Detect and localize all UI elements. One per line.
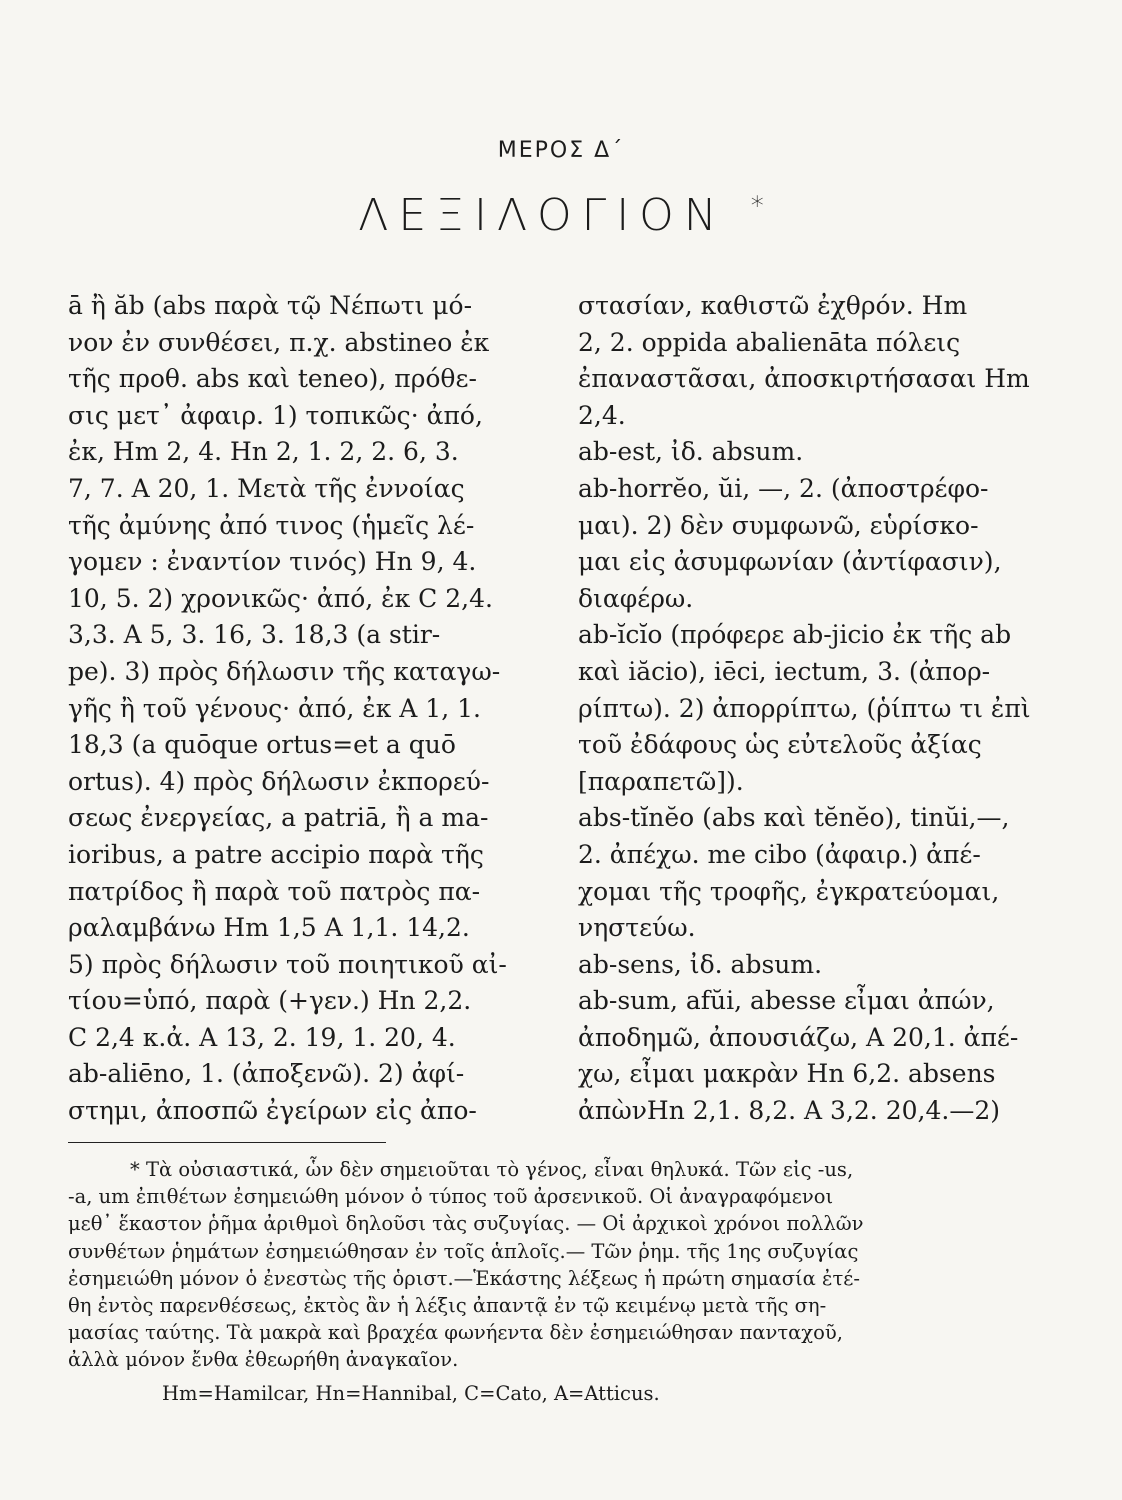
text-line: ρίπτω). 2) ἀπορρίπτω, (ῥίπτω τι ἐπὶ <box>578 693 1031 723</box>
text-line: 2,4. <box>578 400 626 430</box>
text-line: 10, 5. 2) χρονικῶς· ἀπό, ἐκ C 2,4. <box>68 583 493 613</box>
text-line: χομαι τῆς τροφῆς, ἐγκρατεύομαι, <box>578 876 1000 906</box>
footnote <box>68 1156 1058 1407</box>
footnote-line: μασίας ταύτης. Τὰ μακρὰ καὶ βραχέα φωνήεντα δὲν ἐσημειώθησαν πανταχοῦ, <box>68 1321 843 1345</box>
text-line: ab-sens, ἰδ. absum. <box>578 949 823 979</box>
abbreviations-legend: Hm=Hamilcar, Hn=Hannibal, C=Cato, A=Atticus. <box>162 1381 660 1405</box>
footnote-line: μεθ᾽ ἕκαστον ῥῆμα ἀριθμοὶ δηλοῦσι τὰς συζυγίας. — Οἱ ἀρχικοὶ χρόνοι πολλῶν <box>68 1212 864 1236</box>
text-line: ab-aliēno, 1. (ἀποξενῶ). 2) ἀφί- <box>68 1059 465 1089</box>
text-line: 7, 7. A 20, 1. Μετὰ τῆς ἐννοίας <box>68 473 465 503</box>
text-line: γῆς ἢ τοῦ γένους· ἀπό, ἐκ A 1, 1. <box>68 693 481 723</box>
text-line: σεως ἐνεργείας, a patriā, ἢ a ma- <box>68 803 489 833</box>
text-line: γομεν : ἐναντίον τινός) Hn 9, 4. <box>68 547 477 577</box>
text-line: 2. ἀπέχω. me cibo (ἀφαιρ.) ἀπέ- <box>578 839 981 869</box>
text-line: χω, εἶμαι μακρὰν Hn 6,2. absens <box>578 1059 996 1089</box>
footnote-line: ἐσημειώθη μόνον ὁ ἐνεστὼς τῆς ὁριστ.—Ἑκάστης λέξεως ἡ πρώτη σημασία ἐτέ- <box>68 1266 860 1290</box>
text-line: μαι). 2) δὲν συμφωνῶ, εὑρίσκο- <box>578 510 979 540</box>
footnote-line: θη ἐντὸς παρενθέσεως, ἐκτὸς ἂν ἡ λέξις ἀπαντᾷ ἐν τῷ κειμένῳ μετὰ τῆς ση- <box>68 1293 827 1317</box>
text-line: σις μετ᾽ ἀφαιρ. 1) τοπικῶς· ἀπό, <box>68 400 483 430</box>
text-line: ab-est, ἰδ. absum. <box>578 437 804 467</box>
text-line: νηστεύω. <box>578 913 696 943</box>
text-line: ραλαμβάνω Hm 1,5 A 1,1. 14,2. <box>68 913 470 943</box>
text-line: ἀπὼνHn 2,1. 8,2. A 3,2. 20,4.—2) <box>578 1096 1000 1126</box>
text-line: pe). 3) πρὸς δήλωσιν τῆς καταγω- <box>68 656 501 686</box>
text-line: ab-ĭcĭo (πρόφερε ab-jicio ἐκ τῆς ab <box>578 620 1012 650</box>
text-line: 2, 2. oppida abalienāta πόλεις <box>578 327 961 357</box>
text-line: 18,3 (a quōque ortus=et a quō <box>68 730 456 760</box>
text-line: διαφέρω. <box>578 583 694 613</box>
footnote-mark: * <box>750 191 764 222</box>
part-label: ΜΕΡΟΣ Δ΄ <box>497 138 625 163</box>
text-line: abs-tĭnĕo (abs καὶ tĕnĕo), tinŭi,—, <box>578 803 1010 833</box>
text-line: ioribus, a patre accipio παρὰ τῆς <box>68 839 484 869</box>
text-line: πατρίδος ἢ παρὰ τοῦ πατρὸς πα- <box>68 876 481 906</box>
text-line: ab-horrĕo, ŭi, —, 2. (ἀποστρέφο- <box>578 473 989 503</box>
footnote-line: * Τὰ οὐσιαστικά, ὧν δὲν σημειοῦται τὸ γένος, εἶναι θηλυκά. Τῶν εἰς -us, <box>130 1158 854 1181</box>
page-title <box>0 190 1122 241</box>
text-line: ἐκ, Hm 2, 4. Hn 2, 1. 2, 2. 6, 3. <box>68 437 459 467</box>
text-line: ortus). 4) πρὸς δήλωσιν ἐκπορεύ- <box>68 766 490 796</box>
text-line: μαι εἰς ἀσυμφωνίαν (ἀντίφασιν), <box>578 547 1002 577</box>
footnote-line: συνθέτων ῥημάτων ἐσημειώθησαν ἐν τοῖς ἁπλοῖς.— Τῶν ῥημ. τῆς 1ης συζυγίας <box>68 1239 859 1263</box>
title-text: ΛΕΞΙΛΟΓΙΟΝ <box>358 190 727 241</box>
right-column <box>578 288 1078 1130</box>
footnote-line: ἀλλὰ μόνον ἔνθα ἐθεωρήθη ἀναγκαῖον. <box>68 1348 459 1372</box>
text-line: τοῦ ἐδάφους ὡς εὐτελοῦς ἀξίας <box>578 730 982 760</box>
footnote-rule <box>68 1142 386 1143</box>
text-line: [παραπετῶ]). <box>578 766 744 796</box>
left-column <box>68 288 558 1130</box>
text-line: τῆς ἀμύνης ἀπό τινος (ἡμεῖς λέ- <box>68 510 475 540</box>
text-line: ἀποδημῶ, ἀπουσιάζω, A 20,1. ἀπέ- <box>578 1022 1019 1052</box>
text-line: στασίαν, καθιστῶ ἐχθρόν. Hm <box>578 291 968 320</box>
text-line: καὶ iăcio), iēci, iectum, 3. (ἀπορ- <box>578 656 991 686</box>
text-line: στημι, ἀποσπῶ ἐγείρων εἰς ἀπο- <box>68 1096 477 1126</box>
text-line: ab-sum, afŭi, abesse εἶμαι ἀπών, <box>578 986 995 1016</box>
text-line: νον ἐν συνθέσει, π.χ. abstineo ἐκ <box>68 327 490 357</box>
text-line: τίου=ὑπό, παρὰ (+γεν.) Hn 2,2. <box>68 986 472 1016</box>
text-line: τῆς προθ. abs καὶ teneo), πρόθε- <box>68 364 477 394</box>
text-line: 3,3. A 5, 3. 16, 3. 18,3 (a stir- <box>68 620 441 650</box>
text-line: 5) πρὸς δήλωσιν τοῦ ποιητικοῦ αἰ- <box>68 949 507 979</box>
footnote-line: -a, um ἐπιθέτων ἐσημειώθη μόνον ὁ τύπος τοῦ ἀρσενικοῦ. Οἱ ἀναγραφόμενοι <box>68 1185 834 1209</box>
text-line: C 2,4 κ.ἀ. A 13, 2. 19, 1. 20, 4. <box>68 1022 456 1052</box>
text-line: ā ἢ ăb (abs παρὰ τῷ Νέπωτι μό- <box>68 291 473 320</box>
text-line: ἐπαναστᾶσαι, ἀποσκιρτήσασαι Hm <box>578 364 1030 394</box>
